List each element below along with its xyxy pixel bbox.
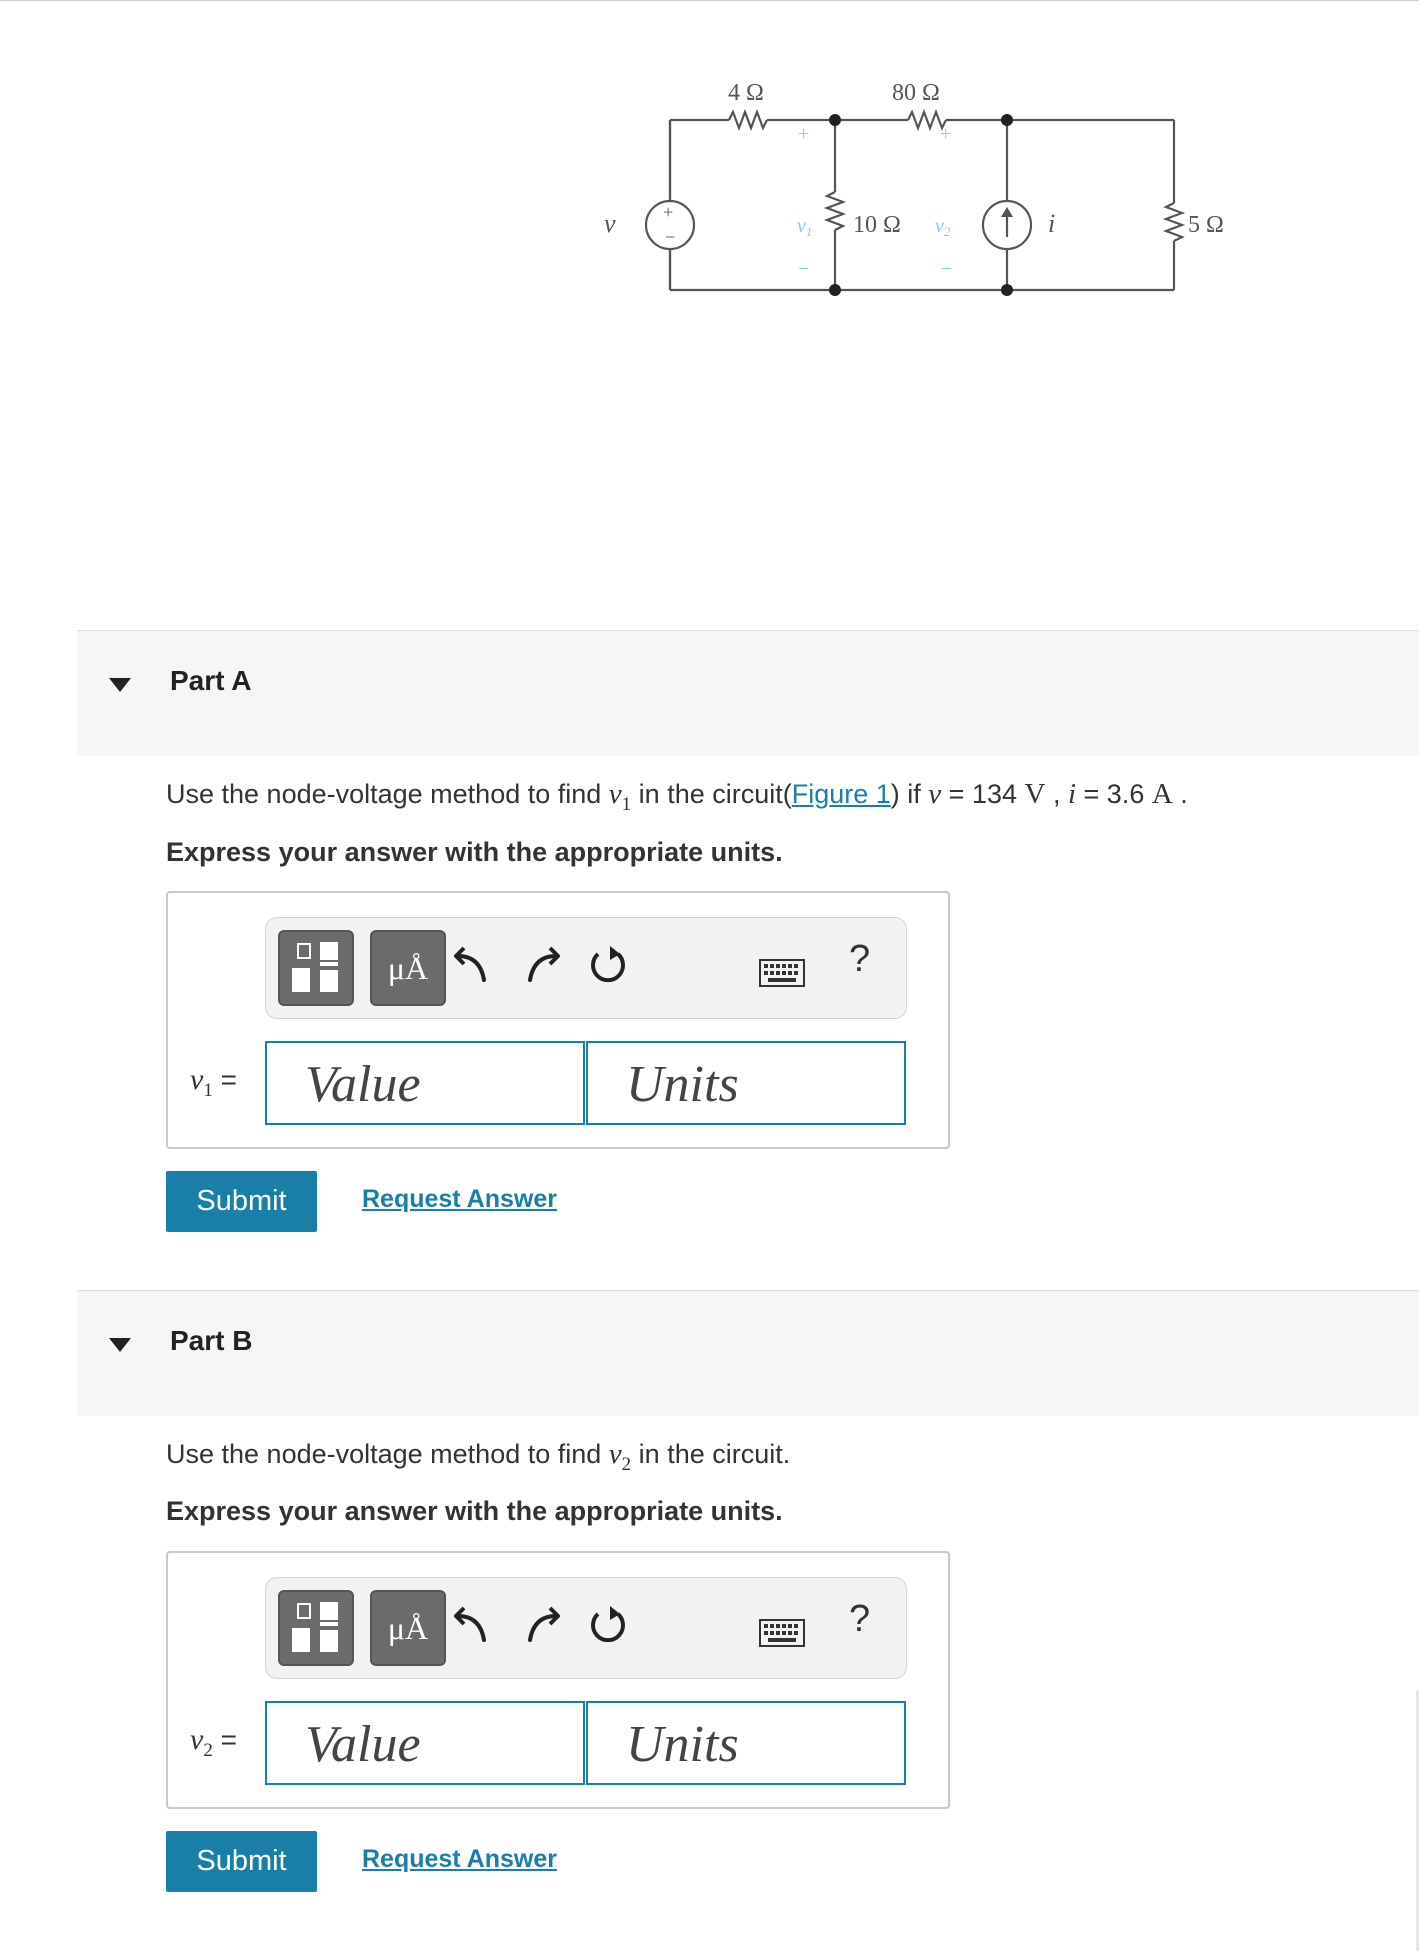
part-b-instruction: Express your answer with the appropriate units. (166, 1496, 783, 1526)
part-a-header[interactable] (77, 630, 1419, 756)
part-b-answer-box (166, 1551, 950, 1809)
undo-icon[interactable] (450, 1602, 498, 1650)
top-divider (0, 0, 1419, 1)
reset-icon[interactable] (584, 1602, 632, 1650)
keyboard-icon[interactable] (758, 1608, 806, 1656)
units-glyph-icon: μÅ (387, 950, 429, 986)
submit-button[interactable]: Submit (166, 1171, 317, 1232)
collapse-triangle-icon[interactable] (109, 678, 131, 692)
resistor-80-label: 80 Ω (892, 80, 940, 106)
part-a-answer-box (166, 891, 950, 1149)
request-answer-link[interactable]: Request Answer (362, 1185, 557, 1213)
value-input[interactable]: Value (265, 1701, 585, 1785)
templates-button[interactable] (278, 930, 354, 1006)
help-button[interactable]: ? (849, 1598, 871, 1640)
v2-label: $v_2$ = (190, 1723, 237, 1761)
v2-node-label: $v_2$ (935, 215, 951, 239)
redo-icon[interactable] (516, 1602, 564, 1650)
part-a-instruction: Express your answer with the appropriate units. (166, 837, 783, 867)
redo-icon[interactable] (516, 942, 564, 990)
v1-minus: − (798, 258, 810, 280)
v2-plus: + (940, 123, 952, 145)
help-button[interactable]: ? (849, 938, 871, 980)
part-a-prompt: Use the node-voltage method to find $v_1$ in the circuit(Figure 1) if v = 134 V , i = 3.6 A . (166, 778, 1188, 815)
fraction-template-icon (280, 1592, 352, 1664)
resistor-10-label: 10 Ω (853, 212, 901, 238)
part-b-prompt: Use the node-voltage method to find $v_2$ in the circuit. (166, 1438, 791, 1475)
part-a-title: Part A (170, 665, 252, 696)
source-plus: + (663, 202, 674, 222)
fraction-template-icon (280, 932, 352, 1004)
keyboard-icon[interactable] (758, 948, 806, 996)
source-minus: − (665, 227, 676, 247)
units-input[interactable]: Units (586, 1041, 906, 1125)
v1-node-label: $v_1$ (797, 215, 813, 239)
part-b-title: Part B (170, 1325, 253, 1356)
source-v-label: v (604, 209, 616, 238)
request-answer-link[interactable]: Request Answer (362, 1845, 557, 1873)
part-b-header[interactable] (77, 1290, 1419, 1416)
units-input[interactable]: Units (586, 1701, 906, 1785)
part-a-toolbar (265, 917, 907, 1019)
source-i-label: i (1048, 209, 1056, 238)
units-button[interactable] (370, 1590, 446, 1666)
units-button[interactable] (370, 930, 446, 1006)
submit-button[interactable]: Submit (166, 1831, 317, 1892)
templates-button[interactable] (278, 1590, 354, 1666)
value-input[interactable]: Value (265, 1041, 585, 1125)
v1-plus: + (798, 123, 810, 145)
circuit-figure (590, 60, 1230, 310)
part-b-toolbar (265, 1577, 907, 1679)
reset-icon[interactable] (584, 942, 632, 990)
v1-label: $v_1$ = (190, 1063, 237, 1101)
v2-minus: − (941, 258, 953, 280)
resistor-5-label: 5 Ω (1188, 212, 1224, 238)
collapse-triangle-icon[interactable] (109, 1338, 131, 1352)
undo-icon[interactable] (450, 942, 498, 990)
figure-1-link[interactable]: Figure 1 (791, 779, 891, 809)
resistor-4-label: 4 Ω (728, 80, 764, 106)
units-glyph-icon: μÅ (387, 1610, 429, 1646)
